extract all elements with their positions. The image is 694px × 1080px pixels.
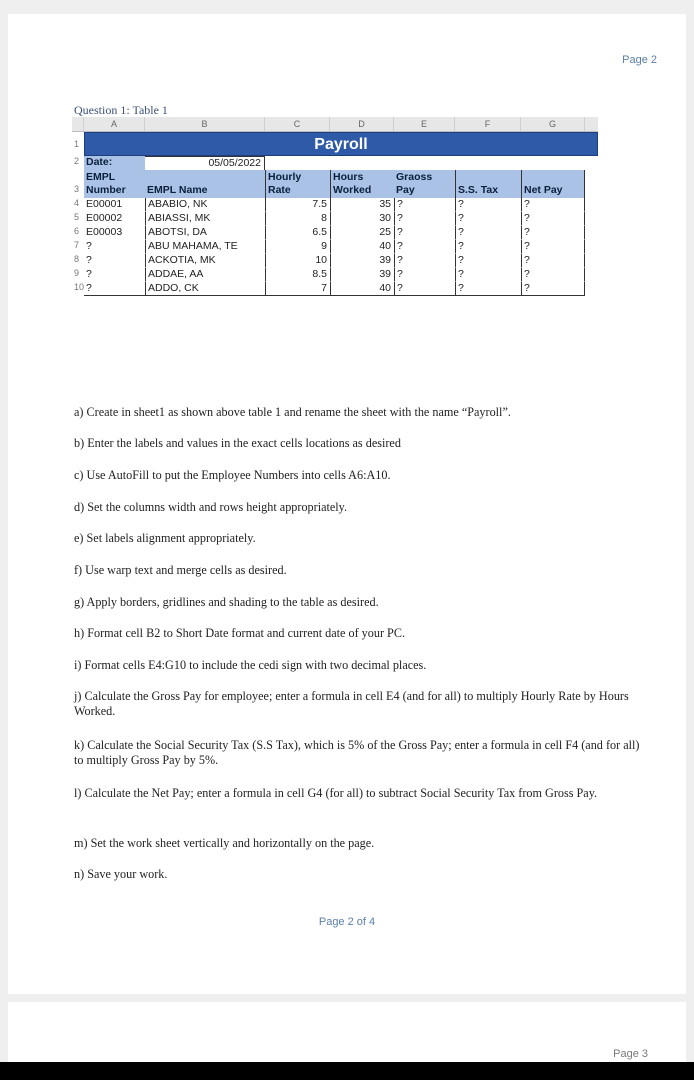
cell-empl-number: ? <box>84 240 145 254</box>
col-letter-f: F <box>455 117 521 131</box>
spreadsheet-table <box>72 117 598 296</box>
row-number: 3 <box>74 184 80 194</box>
instruction-g: g) Apply borders, gridlines and shading to the table as desired. <box>74 595 379 609</box>
header-hourly-bottom: Rate <box>268 184 291 196</box>
next-page-label: Page 3 <box>613 1048 648 1060</box>
row-number: 2 <box>74 156 80 166</box>
cell-net-pay: ? <box>521 240 585 254</box>
cell-ss-tax: ? <box>455 268 521 282</box>
instruction-e: e) Set labels alignment appropriately. <box>74 531 256 545</box>
col-letter-d: D <box>330 117 394 131</box>
header-hourly-top: Hourly <box>268 171 302 183</box>
header-gross-pay <box>394 170 455 198</box>
table-row <box>72 268 598 282</box>
cell-gross-pay: ? <box>394 254 455 268</box>
cell-hourly-rate: 9 <box>265 240 330 254</box>
cell-ss-tax: ? <box>455 198 521 212</box>
col-letter-g: G <box>521 117 585 131</box>
cell-empl-name: ABOTSI, DA <box>145 226 265 240</box>
cell-net-pay: ? <box>521 226 585 240</box>
instruction-f: f) Use warp text and merge cells as desired. <box>74 563 287 577</box>
cell-empl-number: E00002 <box>84 212 145 226</box>
row-number: 9 <box>74 268 80 278</box>
cell-hourly-rate: 8 <box>265 212 330 226</box>
cell-ss-tax: ? <box>455 212 521 226</box>
cell-gross-pay: ? <box>394 282 455 296</box>
title-row <box>72 132 598 156</box>
table-row <box>72 212 598 226</box>
cell-gross-pay: ? <box>394 198 455 212</box>
cell-empl-name: ACKOTIA, MK <box>145 254 265 268</box>
cell-empl-number: E00001 <box>84 198 145 212</box>
table-row <box>72 226 598 240</box>
cell-hourly-rate: 10 <box>265 254 330 268</box>
cell-empl-number: ? <box>84 268 145 282</box>
header-empl-bottom: Number <box>86 184 126 196</box>
page-footer: Page 2 of 4 <box>318 916 376 928</box>
row-number: 6 <box>74 226 80 236</box>
col-letter-b: B <box>145 117 265 131</box>
cell-hours-worked: 25 <box>330 226 394 240</box>
col-letter-c: C <box>265 117 330 131</box>
cell-gross-pay: ? <box>394 268 455 282</box>
cell-ss-tax: ? <box>455 282 521 296</box>
instruction-i: i) Format cells E4:G10 to include the cedi sign with two decimal places. <box>74 658 427 672</box>
cell-hours-worked: 40 <box>330 282 394 296</box>
row-number: 4 <box>74 198 80 208</box>
instruction-k: k) Calculate the Social Security Tax (S.S Tax), which is 5% of the Gross Pay; enter a formula in cell F4 (and for all) to multiply Gross Pay by 5%. <box>74 738 640 767</box>
header-empl-name: EMPL Name <box>145 170 265 198</box>
date-value: 05/05/2022 <box>145 156 265 170</box>
data-rows <box>72 198 598 296</box>
cell-hours-worked: 35 <box>330 198 394 212</box>
col-letter-e: E <box>394 117 455 131</box>
date-row <box>72 156 598 170</box>
instruction-l: l) Calculate the Net Pay; enter a formula in cell G4 (for all) to subtract Social Security Tax from Gross Pay. <box>74 786 598 800</box>
cell-hours-worked: 39 <box>330 268 394 282</box>
row-number: 8 <box>74 254 80 264</box>
column-header-bar <box>72 117 598 132</box>
header-hourly-rate <box>265 170 330 198</box>
cell-net-pay: ? <box>521 212 585 226</box>
cell-empl-name: ABU MAHAMA, TE <box>145 240 265 254</box>
cell-empl-name: ABABIO, NK <box>145 198 265 212</box>
col-letter-a: A <box>84 117 145 131</box>
cell-empl-name: ADDO, CK <box>145 282 265 296</box>
instruction-m: m) Set the work sheet vertically and horizontally on the page. <box>74 836 375 850</box>
instruction-a: a) Create in sheet1 as shown above table 1 and rename the sheet with the name “Payroll”. <box>74 405 511 419</box>
header-ss-tax: S.S. Tax <box>455 170 521 198</box>
cell-hourly-rate: 8.5 <box>265 268 330 282</box>
row-number: 5 <box>74 212 80 222</box>
next-document-page <box>8 1002 686 1062</box>
cell-hours-worked: 39 <box>330 254 394 268</box>
header-gross-top: Graoss <box>396 171 433 183</box>
instruction-j: j) Calculate the Gross Pay for employee; enter a formula in cell E4 (and for all) to multiply Hourly Rate by Hours Worked. <box>74 689 629 718</box>
instruction-b: b) Enter the labels and values in the exact cells locations as desired <box>74 436 401 450</box>
corner-cell <box>72 117 84 131</box>
question-title: Question 1: Table 1 <box>74 103 168 117</box>
cell-empl-number: E00003 <box>84 226 145 240</box>
cell-net-pay: ? <box>521 268 585 282</box>
cell-gross-pay: ? <box>394 212 455 226</box>
header-hours-worked <box>330 170 394 198</box>
cell-hourly-rate: 7 <box>265 282 330 296</box>
header-gross-bottom: Pay <box>396 184 415 196</box>
cell-gross-pay: ? <box>394 240 455 254</box>
bottom-bar <box>0 1062 694 1080</box>
header-net-pay: Net Pay <box>521 170 585 198</box>
table-row <box>72 282 598 296</box>
cell-ss-tax: ? <box>455 240 521 254</box>
header-empl-top: EMPL <box>86 171 116 183</box>
row-number: 1 <box>74 139 80 149</box>
instruction-n: n) Save your work. <box>74 867 168 881</box>
header-hours-top: Hours <box>333 171 364 183</box>
cell-empl-number: ? <box>84 282 145 296</box>
header-row <box>72 170 598 198</box>
payroll-title: Payroll <box>84 132 598 156</box>
cell-net-pay: ? <box>521 282 585 296</box>
cell-empl-name: ABIASSI, MK <box>145 212 265 226</box>
cell-ss-tax: ? <box>455 254 521 268</box>
cell-empl-name: ADDAE, AA <box>145 268 265 282</box>
cell-hours-worked: 30 <box>330 212 394 226</box>
cell-net-pay: ? <box>521 254 585 268</box>
header-empl-number <box>84 170 145 198</box>
table-row <box>72 254 598 268</box>
cell-ss-tax: ? <box>455 226 521 240</box>
table-row <box>72 198 598 212</box>
row-number: 10 <box>74 282 85 292</box>
cell-hourly-rate: 7.5 <box>265 198 330 212</box>
date-label: Date: <box>84 156 145 170</box>
instruction-c: c) Use AutoFill to put the Employee Numbers into cells A6:A10. <box>74 468 391 482</box>
cell-net-pay: ? <box>521 198 585 212</box>
cell-hourly-rate: 6.5 <box>265 226 330 240</box>
cell-hours-worked: 40 <box>330 240 394 254</box>
table-row <box>72 240 598 254</box>
cell-empl-number: ? <box>84 254 145 268</box>
page-header-label: Page 2 <box>622 54 657 66</box>
header-hours-bottom: Worked <box>333 184 372 196</box>
row-number: 7 <box>74 240 80 250</box>
instruction-h: h) Format cell B2 to Short Date format and current date of your PC. <box>74 626 406 640</box>
instruction-d: d) Set the columns width and rows height appropriately. <box>74 500 348 514</box>
cell-gross-pay: ? <box>394 226 455 240</box>
